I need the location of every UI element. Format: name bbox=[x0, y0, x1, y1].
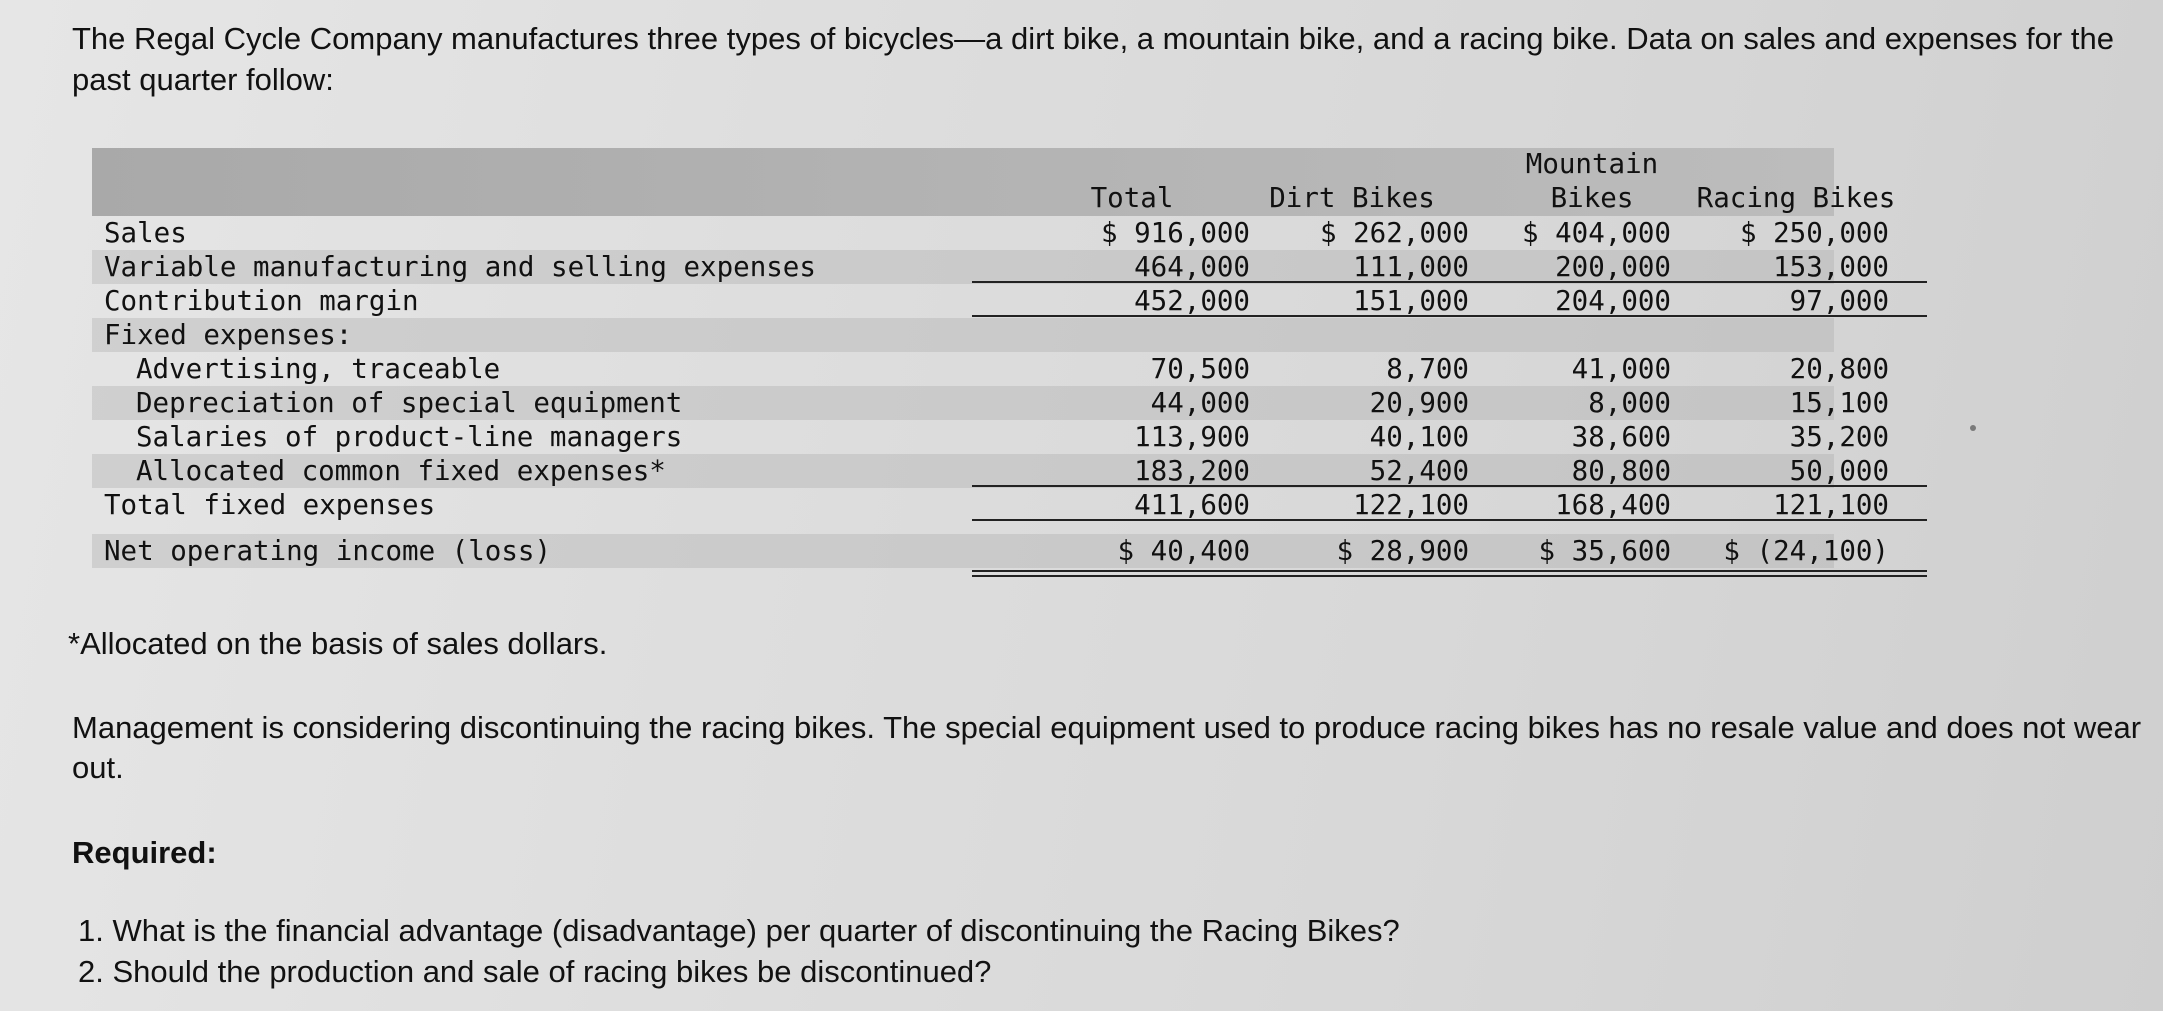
row-value: 20,900 bbox=[1369, 387, 1469, 419]
question-item: 1. What is the financial advantage (disadvantage) per quarter of discontinuing the Racing Bikes? bbox=[78, 913, 1400, 948]
row-value: 452,000 bbox=[1134, 285, 1250, 317]
row-value: $ 40,400 bbox=[1117, 535, 1250, 567]
underline-total-fixed bbox=[972, 519, 1927, 521]
table-row bbox=[92, 420, 1889, 454]
row-value: $ 35,600 bbox=[1538, 535, 1671, 567]
row-value: 464,000 bbox=[1134, 251, 1250, 283]
table-row bbox=[92, 250, 1889, 284]
row-label: Sales bbox=[104, 217, 187, 249]
table-row bbox=[92, 488, 1889, 522]
row-value: 35,200 bbox=[1789, 421, 1889, 453]
row-label: Contribution margin bbox=[104, 285, 419, 317]
row-value: 97,000 bbox=[1789, 285, 1889, 317]
underline-contribution-margin bbox=[972, 315, 1927, 317]
row-value: 80,800 bbox=[1571, 455, 1671, 487]
row-value: 50,000 bbox=[1789, 455, 1889, 487]
table-row bbox=[92, 454, 1889, 488]
row-label: Variable manufacturing and selling expenses bbox=[104, 251, 816, 283]
table-row bbox=[92, 534, 1889, 568]
row-value: 70,500 bbox=[1150, 353, 1250, 385]
row-label: Fixed expenses: bbox=[104, 319, 353, 351]
row-value: 151,000 bbox=[1353, 285, 1469, 317]
row-value: 113,900 bbox=[1134, 421, 1250, 453]
row-value: 15,100 bbox=[1789, 387, 1889, 419]
footnote: *Allocated on the basis of sales dollars. bbox=[68, 626, 608, 661]
row-value: 204,000 bbox=[1555, 285, 1671, 317]
row-value: 200,000 bbox=[1555, 251, 1671, 283]
row-value: $ 262,000 bbox=[1319, 217, 1469, 249]
row-value: 121,100 bbox=[1773, 489, 1889, 521]
questions-list bbox=[78, 910, 1400, 992]
table-row bbox=[92, 386, 1889, 420]
column-header-mountain-bikes-line1: Mountain bbox=[1525, 148, 1659, 180]
row-value: 411,600 bbox=[1134, 489, 1250, 521]
row-value: 183,200 bbox=[1134, 455, 1250, 487]
row-value: $ (24,100) bbox=[1723, 535, 1889, 567]
stray-dot bbox=[1970, 425, 1976, 431]
row-value: 8,000 bbox=[1588, 387, 1671, 419]
table-row bbox=[92, 318, 1834, 352]
row-value: $ 916,000 bbox=[1100, 217, 1250, 249]
row-label: Total fixed expenses bbox=[104, 489, 436, 521]
underline-variable-expenses bbox=[972, 281, 1927, 283]
row-value: 168,400 bbox=[1555, 489, 1671, 521]
required-heading: Required: bbox=[72, 835, 217, 870]
row-value: 52,400 bbox=[1369, 455, 1469, 487]
management-paragraph: Management is considering discontinuing the racing bikes. The special equipment used to produce racing bikes has no resale value and does not wear out. bbox=[72, 710, 2142, 785]
table-row bbox=[92, 352, 1889, 386]
row-value: 20,800 bbox=[1789, 353, 1889, 385]
row-value: 153,000 bbox=[1773, 251, 1889, 283]
column-header-mountain-bikes-line2: Bikes bbox=[1550, 182, 1634, 214]
double-underline-net-income bbox=[972, 570, 1927, 577]
question-item: 2. Should the production and sale of racing bikes be discontinued? bbox=[78, 954, 992, 989]
column-header-racing-bikes: Racing Bikes bbox=[1696, 182, 1896, 214]
row-label: Salaries of product-line managers bbox=[136, 421, 683, 453]
table-row bbox=[92, 284, 1889, 318]
table-row bbox=[92, 216, 1889, 250]
row-label: Net operating income (loss) bbox=[104, 535, 552, 567]
row-value: $ 28,900 bbox=[1336, 535, 1469, 567]
row-value: 122,100 bbox=[1353, 489, 1469, 521]
row-label: Advertising, traceable bbox=[136, 353, 501, 385]
row-label: Allocated common fixed expenses* bbox=[136, 455, 666, 487]
column-header-dirt-bikes: Dirt Bikes bbox=[1269, 182, 1435, 214]
underline-allocated-common bbox=[972, 485, 1927, 487]
row-label: Depreciation of special equipment bbox=[136, 387, 683, 419]
row-value: 40,100 bbox=[1369, 421, 1469, 453]
column-header-total: Total bbox=[1090, 182, 1174, 214]
intro-text: The Regal Cycle Company manufactures three types of bicycles—a dirt bike, a mountain bike, and a racing bike. Data on sales and expenses for the past quarter follow: bbox=[72, 21, 2114, 97]
row-value: 111,000 bbox=[1353, 251, 1469, 283]
row-value: 41,000 bbox=[1571, 353, 1671, 385]
row-value: 8,700 bbox=[1386, 353, 1469, 385]
row-value: 44,000 bbox=[1150, 387, 1250, 419]
row-value: $ 404,000 bbox=[1521, 217, 1671, 249]
row-value: 38,600 bbox=[1571, 421, 1671, 453]
row-value: $ 250,000 bbox=[1739, 217, 1889, 249]
income-statement-table bbox=[92, 148, 1896, 584]
